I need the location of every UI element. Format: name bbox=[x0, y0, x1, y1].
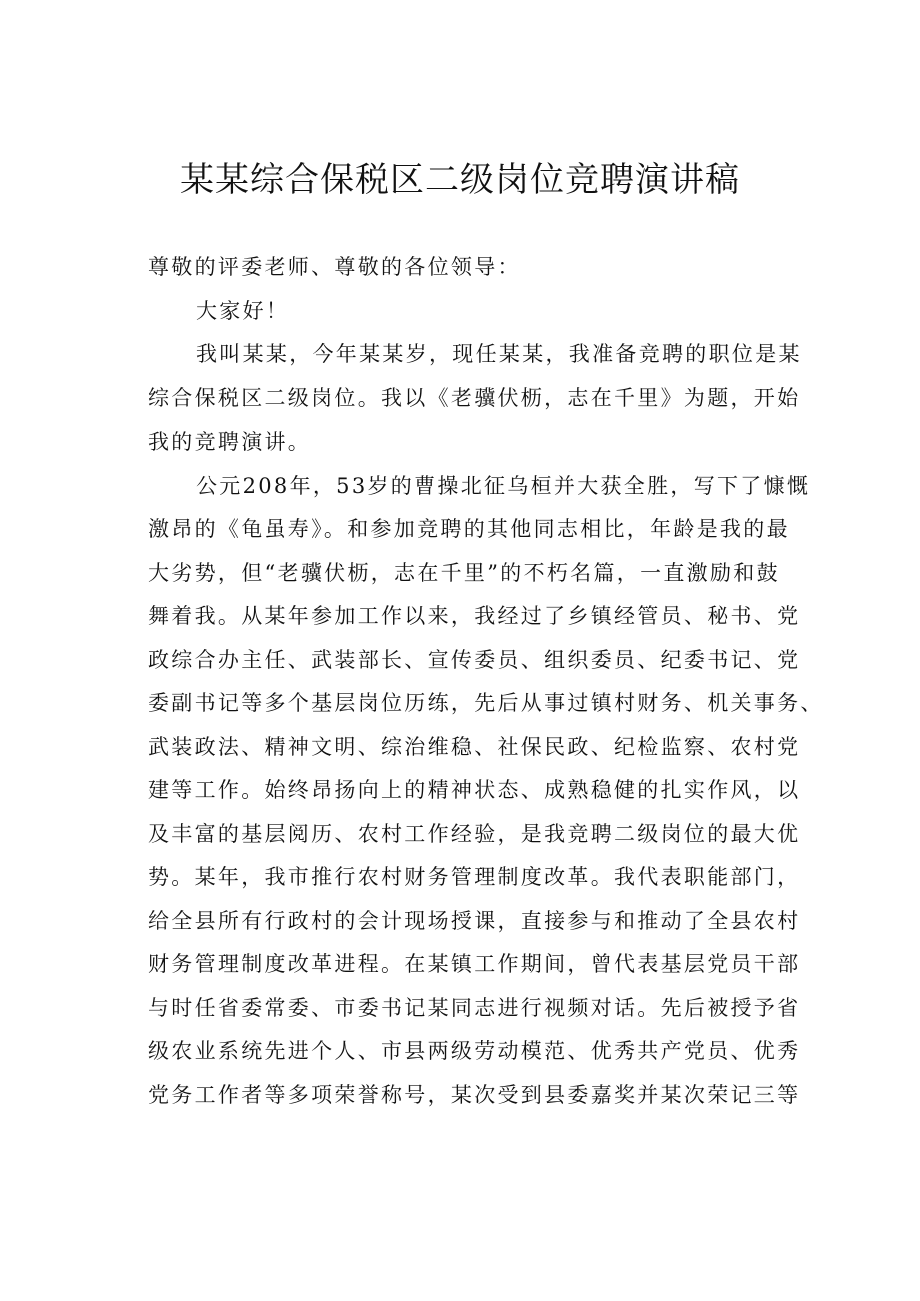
body-line: 及丰富的基层阅历、农村工作经验，是我竞聘二级岗位的最大优 bbox=[148, 822, 801, 846]
greeting: 大家好！ bbox=[196, 299, 290, 323]
body-line: 与时任省委常委、市委书记某同志进行视频对话。先后被授予省 bbox=[148, 996, 801, 1020]
body-line: 激昂的《龟虽寿》。和参加竞聘的其他同志相比，年龄是我的最 bbox=[148, 517, 790, 541]
body-line: 级农业系统先进个人、市县两级劳动模范、优秀共产党员、优秀 bbox=[148, 1039, 801, 1063]
body-line: 武装政法、精神文明、综治维稳、社保民政、纪检监察、农村党 bbox=[148, 735, 801, 759]
body-line: 公元208年，53岁的曹操北征乌桓并大获全胜，写下了慷慨 bbox=[196, 474, 811, 498]
body-line: 我叫某某，今年某某岁，现任某某，我准备竞聘的职位是某 bbox=[196, 342, 802, 366]
body-line: 建等工作。始终昂扬向上的精神状态、成熟稳健的扎实作风，以 bbox=[148, 778, 801, 802]
body-line: 给全县所有行政村的会计现场授课，直接参与和推动了全县农村 bbox=[148, 909, 801, 933]
body-line: 综合保税区二级岗位。我以《老骥伏枥，志在千里》为题，开始 bbox=[148, 386, 801, 410]
body-line: 势。某年，我市推行农村财务管理制度改革。我代表职能部门， bbox=[148, 865, 801, 889]
body-line: 党务工作者等多项荣誉称号，某次受到县委嘉奖并某次荣记三等 bbox=[148, 1083, 801, 1107]
body-line: 委副书记等多个基层岗位历练，先后从事过镇村财务、机关事务、 bbox=[148, 691, 824, 715]
salutation: 尊敬的评委老师、尊敬的各位领导： bbox=[148, 255, 521, 279]
body-line: 舞着我。从某年参加工作以来，我经过了乡镇经管员、秘书、党 bbox=[148, 604, 801, 628]
body-line: 财务管理制度改革进程。在某镇工作期间，曾代表基层党员干部 bbox=[148, 952, 801, 976]
body-line: 政综合办主任、武装部长、宣传委员、组织委员、纪委书记、党 bbox=[148, 648, 801, 672]
body-line: 大劣势，但“老骥伏枥，志在千里”的不朽名篇，一直激励和鼓 bbox=[148, 561, 780, 585]
body-line: 我的竞聘演讲。 bbox=[148, 430, 312, 454]
document-title: 某某综合保税区二级岗位竞聘演讲稿 bbox=[180, 160, 740, 200]
